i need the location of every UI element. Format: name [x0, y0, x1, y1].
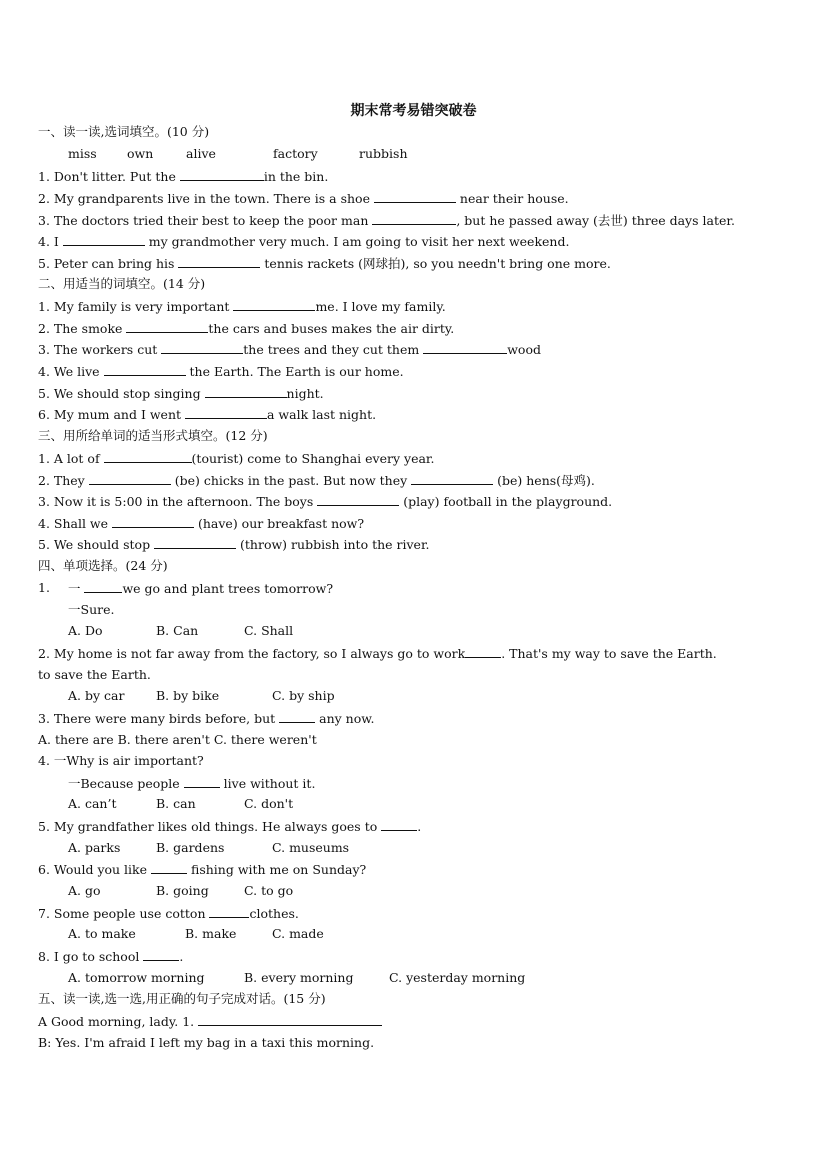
s4-q2-continued: to save the Earth. [38, 667, 151, 682]
s2-question-1: 1. My family is very important me. I love my family. [38, 299, 446, 314]
answer-blank[interactable] [89, 472, 171, 485]
word-bank-own: own [127, 146, 154, 161]
s4-q3-options[interactable]: A. there are B. there aren't C. there weren't [38, 732, 317, 747]
s4-q2-option-b[interactable]: B. by bike [156, 688, 220, 703]
section-5-heading: 五、读一读,选一选,用正确的句子完成对话。(15 分) [38, 991, 326, 1006]
s1-question-4: 4. I my grandmother very much. I am going to visit her next weekend. [38, 234, 570, 249]
s5-dialogue-a: A Good morning, lady. 1. [38, 1013, 382, 1030]
answer-blank[interactable] [184, 775, 220, 788]
section-4-heading: 四、单项选择。(24 分) [38, 558, 168, 573]
s4-q4-option-c[interactable]: C. don't [244, 796, 294, 811]
s3-question-3: 3. Now it is 5:00 in the afternoon. The boys (play) football in the playground. [38, 494, 613, 509]
s4-q8-option-c[interactable]: C. yesterday morning [389, 970, 526, 985]
s4-q1-line-b: 一Sure. [68, 602, 115, 617]
s1-question-5: 5. Peter can bring his tennis rackets (网球拍), so you needn't bring one more. [38, 256, 611, 271]
answer-blank[interactable] [178, 255, 260, 268]
s4-q7: 7. Some people use cotton clothes. [38, 906, 299, 921]
answer-blank[interactable] [104, 450, 192, 463]
answer-blank[interactable] [84, 580, 122, 593]
s2-question-2: 2. The smoke the cars and buses makes the air dirty. [38, 321, 455, 336]
s1-question-2: 2. My grandparents live in the town. There is a shoe near their house. [38, 191, 569, 206]
s4-q6-option-c[interactable]: C. to go [244, 883, 294, 898]
s4-q5-option-b[interactable]: B. gardens [156, 840, 225, 855]
section-3-heading: 三、用所给单词的适当形式填空。(12 分) [38, 428, 268, 443]
s4-q2: 2. My home is not far away from the factory, so I always go to work . That's my way to save the Earth. [38, 646, 717, 661]
s4-q8-option-b[interactable]: B. every morning [244, 970, 354, 985]
s5-dialogue-b: B: Yes. I'm afraid I left my bag in a taxi this morning. [38, 1035, 375, 1050]
word-bank-factory: factory [273, 146, 318, 161]
s2-question-3: 3. The workers cut the trees and they cut them wood [38, 342, 541, 357]
s4-q6-option-a[interactable]: A. go [68, 883, 101, 898]
s4-q1-line-a: 一 we go and plant trees tomorrow? [68, 581, 334, 596]
s4-q1-option-b[interactable]: B. Can [156, 623, 199, 638]
s4-q1-number: 1. [38, 580, 50, 595]
s4-q6-option-b[interactable]: B. going [156, 883, 209, 898]
s2-question-4: 4. We live the Earth. The Earth is our home. [38, 364, 404, 379]
s4-q1-option-a[interactable]: A. Do [68, 623, 103, 638]
s4-q7-option-c[interactable]: C. made [272, 926, 324, 941]
answer-blank[interactable] [180, 168, 264, 181]
answer-blank[interactable] [205, 385, 287, 398]
answer-blank[interactable] [374, 190, 456, 203]
s4-q5-option-a[interactable]: A. parks [68, 840, 121, 855]
answer-blank[interactable] [185, 406, 267, 419]
answer-blank[interactable] [198, 1013, 382, 1026]
answer-blank[interactable] [126, 320, 208, 333]
answer-blank[interactable] [161, 341, 243, 354]
s4-q7-option-a[interactable]: A. to make [68, 926, 136, 941]
answer-blank[interactable] [63, 233, 145, 246]
s4-q3: 3. There were many birds before, but any now. [38, 711, 375, 726]
s4-q8-option-a[interactable]: A. tomorrow morning [68, 970, 205, 985]
s1-question-1: 1. Don't litter. Put the in the bin. [38, 169, 329, 184]
answer-blank[interactable] [104, 363, 186, 376]
s4-q7-option-b[interactable]: B. make [185, 926, 237, 941]
answer-blank[interactable] [209, 905, 249, 918]
s3-question-4: 4. Shall we (have) our breakfast now? [38, 516, 365, 531]
answer-blank[interactable] [279, 710, 315, 723]
answer-blank[interactable] [112, 515, 194, 528]
s4-q5: 5. My grandfather likes old things. He always goes to . [38, 819, 422, 834]
s4-q2-option-a[interactable]: A. by car [68, 688, 125, 703]
s4-q4-option-a[interactable]: A. can’t [68, 796, 117, 811]
answer-blank[interactable] [154, 536, 236, 549]
word-bank-miss: miss [68, 146, 97, 161]
answer-blank[interactable] [381, 818, 417, 831]
answer-blank[interactable] [465, 645, 501, 658]
answer-blank[interactable] [372, 212, 456, 225]
s4-q2-option-c[interactable]: C. by ship [272, 688, 335, 703]
answer-blank[interactable] [151, 861, 187, 874]
s4-q8: 8. I go to school . [38, 949, 184, 964]
answer-blank[interactable] [423, 341, 507, 354]
s2-question-5: 5. We should stop singing night. [38, 386, 324, 401]
s3-question-1: 1. A lot of (tourist) come to Shanghai every year. [38, 451, 435, 466]
s4-q6: 6. Would you like fishing with me on Sunday? [38, 862, 367, 877]
s4-q5-option-c[interactable]: C. museums [272, 840, 350, 855]
s4-q4: 4. 一Why is air important? [38, 753, 204, 768]
word-bank-rubbish: rubbish [359, 146, 408, 161]
s3-question-5: 5. We should stop (throw) rubbish into the river. [38, 537, 430, 552]
s4-q1-option-c[interactable]: C. Shall [244, 623, 294, 638]
s2-question-6: 6. My mum and I went a walk last night. [38, 407, 377, 422]
s1-question-3: 3. The doctors tried their best to keep the poor man , but he passed away (去世) three days later. [38, 213, 735, 228]
section-2-heading: 二、用适当的词填空。(14 分) [38, 276, 206, 291]
s4-q4-line-b: 一Because people live without it. [68, 776, 316, 791]
page-title: 期末常考易错突破卷 [350, 103, 477, 119]
s3-question-2: 2. They (be) chicks in the past. But now they (be) hens(母鸡). [38, 473, 595, 488]
word-bank-alive: alive [186, 146, 216, 161]
section-1-heading: 一、读一读,选词填空。(10 分) [38, 124, 210, 139]
answer-blank[interactable] [411, 472, 493, 485]
answer-blank[interactable] [317, 493, 399, 506]
answer-blank[interactable] [233, 298, 315, 311]
answer-blank[interactable] [143, 948, 179, 961]
s4-q4-option-b[interactable]: B. can [156, 796, 196, 811]
